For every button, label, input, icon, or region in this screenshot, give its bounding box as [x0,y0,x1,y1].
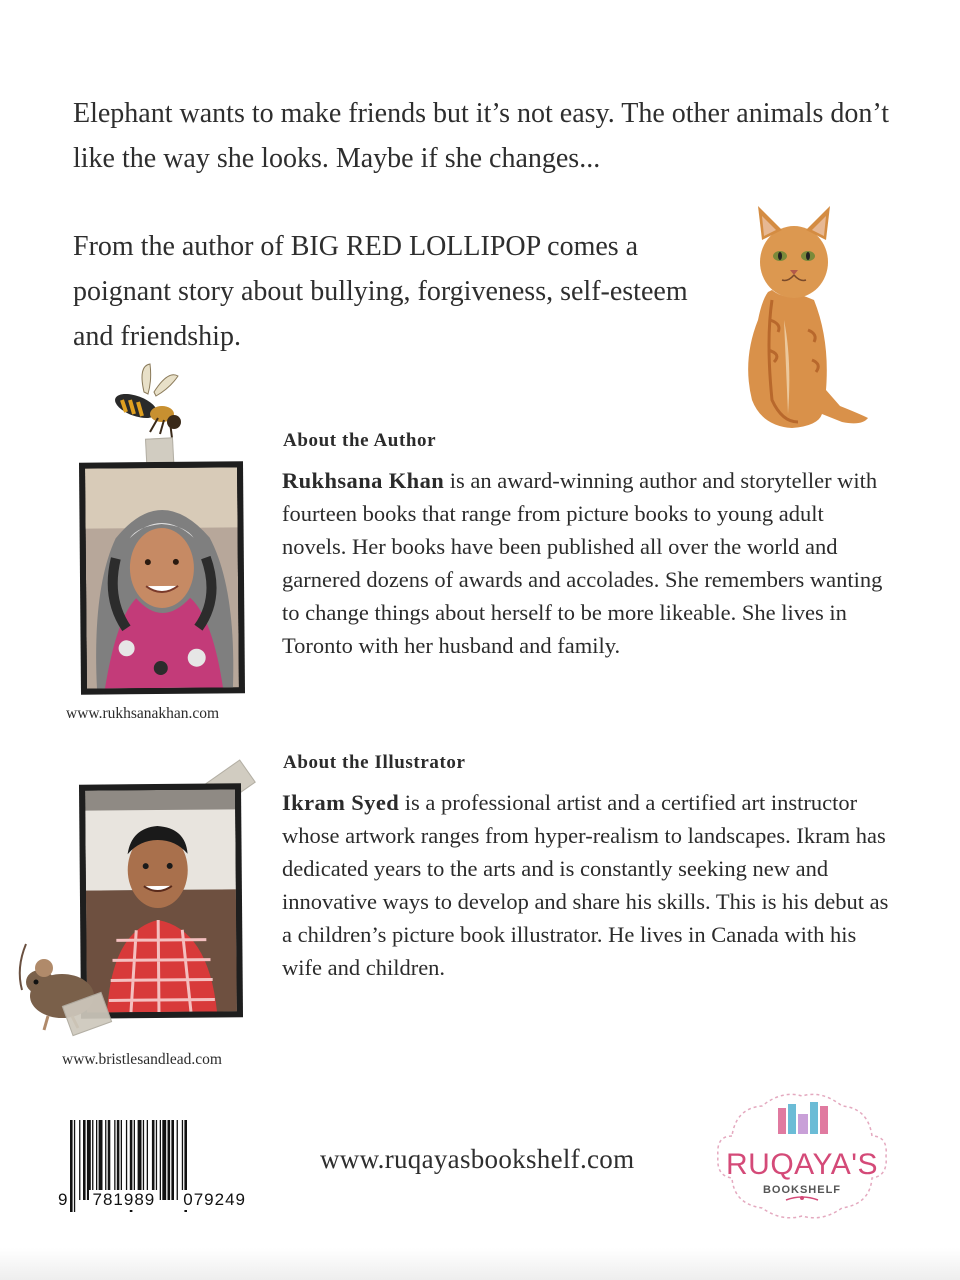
publisher-logo [712,1086,892,1226]
barcode-bar [160,1120,161,1200]
blurb-paragraph-1: Elephant wants to make friends but it’s not easy. The other animals don’t like the way she looks. Maybe if she changes... [73,98,889,174]
barcode-bar [99,1120,103,1200]
author-heading: About the Author [283,430,437,451]
barcode-bar [108,1120,111,1200]
author-bio-text: is an award-winning author and storyteller with fourteen books that range from picture books to young adult novels. Her books have been published all over the world and garnered dozens of awards and accolades. She remembers wanting to change things about herself to be more likeable. She lives in Toronto with her husband and family. [282,468,883,658]
barcode-group-2: 079249 [179,1190,250,1210]
barcode-bar [87,1120,91,1200]
author-website[interactable]: www.rukhsanakhan.com [66,705,220,722]
barcode-bar [138,1120,142,1200]
barcode-bar [162,1120,166,1200]
barcode-bar [168,1120,171,1200]
wasp-illustration [108,362,190,444]
barcode-bar [143,1120,144,1200]
barcode-bar [177,1120,178,1200]
author-photo [79,461,245,694]
publisher-logo-sub: BOOKSHELF [762,1184,842,1196]
barcode-lead-digit: 9 [58,1190,69,1209]
illustrator-bio [282,786,892,984]
barcode-bar [92,1120,93,1200]
barcode-bar [171,1120,174,1200]
cat-illustration [722,200,872,430]
illustrator-bio-text: is a professional artist and a certified art instructor whose artwork ranges from hyper-realism to landscapes. Ikram has dedicated years to the arts and is constantly seeking new and innovative ways to develop and share his skills. This is his debut as a children’s picture book illustrator. He lives in Canada with his wife and children. [282,790,889,980]
publisher-logo-name: RUQAYA'S [726,1148,878,1181]
barcode-bar [152,1120,155,1200]
barcode-bar [134,1120,135,1200]
illustrator-heading: About the Illustrator [283,752,466,773]
author-name: Rukhsana Khan [282,468,445,493]
barcode-bar [114,1120,115,1200]
barcode-bar [147,1120,148,1200]
barcode-bar [121,1120,122,1200]
bottom-shadow [0,1248,960,1280]
barcode-digits [58,1190,250,1210]
illustrator-name: Ikram Syed [282,790,400,815]
barcode-group-1: 781989 [89,1190,160,1210]
barcode-bar [96,1120,97,1200]
barcode-bar [156,1120,157,1200]
barcode-bar [182,1120,183,1200]
publisher-website[interactable]: www.ruqayasbookshelf.com [320,1144,635,1174]
barcode-bar [126,1120,127,1200]
barcode-bar [105,1120,106,1200]
barcode-bar [117,1120,120,1200]
barcode-bar [83,1120,86,1200]
author-bio [282,464,892,662]
blurb-paragraph-2: From the author of BIG RED LOLLIPOP comes a poignant story about bullying, forgiveness, self-esteem and friendship. [73,231,688,352]
author-portrait-image [85,467,239,688]
barcode-bar [79,1120,80,1200]
illustrator-website[interactable]: www.bristlesandlead.com [62,1051,222,1068]
